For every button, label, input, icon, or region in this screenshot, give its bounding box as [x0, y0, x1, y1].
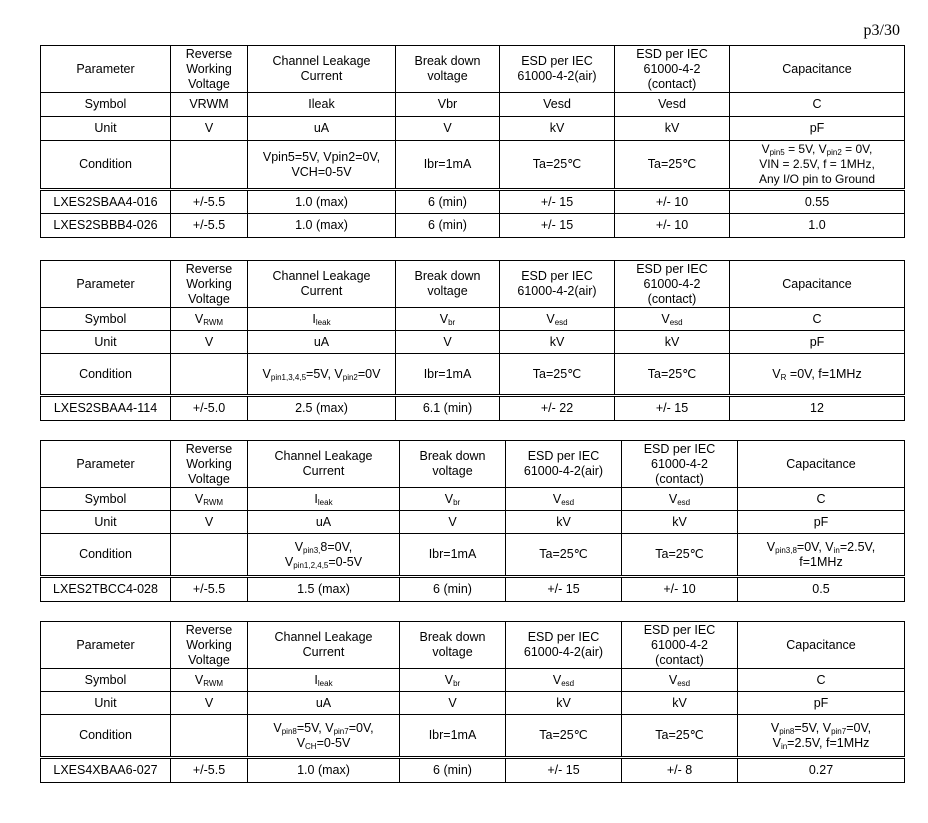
header-esd-air: ESD per IEC 61000-4-2(air)	[506, 441, 622, 488]
header-channel-leakage-current: Channel Leakage Current	[248, 441, 400, 488]
spec-table-1	[40, 45, 905, 238]
header-reverse-working-voltage: Reverse Working Voltage	[171, 46, 248, 93]
condition-ta: Ta=25℃	[622, 534, 738, 577]
value-vbr: 6 (min)	[400, 577, 506, 602]
symbol-vesd-contact: $V_{esd}$	[622, 669, 738, 692]
unit-kv: kV	[615, 331, 730, 354]
symbol-vesd-contact: $V_{esd}$	[622, 488, 738, 511]
value-leakage: 1.0 (max)	[248, 758, 400, 783]
unit-kv: kV	[500, 117, 615, 141]
symbol-vbr: $V_{br}$	[396, 308, 500, 331]
value-esd-contact: +/- 8	[622, 758, 738, 783]
condition-capacitance: $V_{pin8}=5V$, $V_{pin7}=0V$, $V_{in}=2.5V$, f=1MHz	[738, 715, 905, 758]
header-capacitance: Capacitance	[730, 261, 905, 308]
unit-pf: pF	[730, 331, 905, 354]
symbol-ileak: $I_{leak}$	[248, 308, 396, 331]
symbol-vesd-contact: $V_{esd}$	[615, 308, 730, 331]
condition-ta: Ta=25℃	[622, 715, 738, 758]
row-label-unit: Unit	[41, 511, 171, 534]
unit-pf: pF	[738, 511, 905, 534]
unit-kv: kV	[622, 692, 738, 715]
row-label-unit: Unit	[41, 331, 171, 354]
value-leakage: 2.5 (max)	[248, 396, 396, 421]
symbol-vrwm: $V_{RWM}$	[171, 669, 248, 692]
symbol-vesd-air: $V_{esd}$	[506, 669, 622, 692]
value-leakage: 1.0 (max)	[248, 190, 396, 214]
header-channel-leakage-current: Channel Leakage Current	[248, 622, 400, 669]
part-number: LXES2SBAA4-016	[41, 190, 171, 214]
symbol-ileak: Ileak	[248, 93, 396, 117]
symbol-vesd-air: $V_{esd}$	[506, 488, 622, 511]
header-channel-leakage-current: Channel Leakage Current	[248, 46, 396, 93]
unit-v: V	[171, 511, 248, 534]
header-esd-contact: ESD per IEC 61000-4-2 (contact)	[622, 441, 738, 488]
header-esd-contact: ESD per IEC 61000-4-2 (contact)	[615, 46, 730, 93]
header-reverse-working-voltage: Reverse Working Voltage	[171, 261, 248, 308]
value-esd-air: +/- 15	[506, 758, 622, 783]
condition-leakage: $V_{pin3,}8=0V$, $V_{pin1,2,4,5}=0-5V$	[248, 534, 400, 577]
value-esd-contact: +/- 15	[615, 396, 730, 421]
spec-table-3	[40, 440, 905, 602]
symbol-vesd-contact: Vesd	[615, 93, 730, 117]
header-capacitance: Capacitance	[738, 622, 905, 669]
condition-leakage: Vpin5=5V, Vpin2=0V, VCH=0-5V	[248, 141, 396, 190]
value-vbr: 6 (min)	[396, 190, 500, 214]
row-label-symbol: Symbol	[41, 308, 171, 331]
header-esd-air: ESD per IEC 61000-4-2(air)	[500, 261, 615, 308]
header-parameter: Parameter	[41, 46, 171, 93]
condition-ibr: Ibr=1mA	[396, 141, 500, 190]
value-esd-contact: +/- 10	[615, 214, 730, 238]
symbol-c: C	[730, 308, 905, 331]
part-number: LXES2SBAA4-114	[41, 396, 171, 421]
header-esd-contact: ESD per IEC 61000-4-2 (contact)	[622, 622, 738, 669]
value-esd-air: +/- 22	[500, 396, 615, 421]
condition-empty	[171, 354, 248, 396]
value-esd-air: +/- 15	[500, 190, 615, 214]
header-channel-leakage-current: Channel Leakage Current	[248, 261, 396, 308]
symbol-vbr: Vbr	[396, 93, 500, 117]
unit-pf: pF	[730, 117, 905, 141]
condition-capacitance: $V_R =0V$, f=1MHz	[730, 354, 905, 396]
symbol-ileak: $I_{leak}$	[248, 488, 400, 511]
unit-ua: uA	[248, 331, 396, 354]
row-label-condition: Condition	[41, 534, 171, 577]
header-breakdown-voltage: Break down voltage	[396, 46, 500, 93]
unit-ua: uA	[248, 117, 396, 141]
symbol-c: C	[738, 488, 905, 511]
part-number: LXES4XBAA6-027	[41, 758, 171, 783]
condition-ta: Ta=25℃	[506, 715, 622, 758]
header-breakdown-voltage: Break down voltage	[400, 622, 506, 669]
row-label-symbol: Symbol	[41, 488, 171, 511]
row-label-symbol: Symbol	[41, 669, 171, 692]
condition-ta: Ta=25℃	[506, 534, 622, 577]
unit-v: V	[171, 331, 248, 354]
row-label-symbol: Symbol	[41, 93, 171, 117]
unit-v: V	[171, 117, 248, 141]
page-number: p3/30	[863, 22, 900, 39]
value-esd-air: +/- 15	[506, 577, 622, 602]
row-label-condition: Condition	[41, 141, 171, 190]
value-vrwm: +/-5.0	[171, 396, 248, 421]
header-parameter: Parameter	[41, 261, 171, 308]
row-label-unit: Unit	[41, 692, 171, 715]
value-esd-contact: +/- 10	[622, 577, 738, 602]
condition-empty	[171, 534, 248, 577]
unit-kv: kV	[622, 511, 738, 534]
condition-ta: Ta=25℃	[615, 141, 730, 190]
value-capacitance: 0.5	[738, 577, 905, 602]
symbol-c: C	[730, 93, 905, 117]
spec-table-4	[40, 621, 905, 783]
header-capacitance: Capacitance	[738, 441, 905, 488]
value-vrwm: +/-5.5	[171, 758, 248, 783]
unit-v: V	[396, 117, 500, 141]
value-vrwm: +/-5.5	[171, 214, 248, 238]
table-row	[41, 214, 905, 238]
condition-ibr: Ibr=1mA	[400, 534, 506, 577]
value-vrwm: +/-5.5	[171, 190, 248, 214]
condition-ibr: Ibr=1mA	[396, 354, 500, 396]
condition-ta: Ta=25℃	[615, 354, 730, 396]
symbol-vesd-air: $V_{esd}$	[500, 308, 615, 331]
condition-capacitance: $V_{pin5} = 5V$, $V_{pin2} = 0V$, VIN = 2.5V, f = 1MHz, Any I/O pin to Ground	[730, 141, 905, 190]
unit-kv: kV	[506, 692, 622, 715]
row-label-unit: Unit	[41, 117, 171, 141]
part-number: LXES2SBBB4-026	[41, 214, 171, 238]
row-label-condition: Condition	[41, 354, 171, 396]
condition-leakage: $V_{pin8}=5V$, $V_{pin7}=0V$, $V_{CH}=0-5V$	[248, 715, 400, 758]
symbol-vbr: $V_{br}$	[400, 488, 506, 511]
unit-kv: kV	[615, 117, 730, 141]
unit-ua: uA	[248, 511, 400, 534]
condition-empty	[171, 141, 248, 190]
symbol-vrwm: VRWM	[171, 93, 248, 117]
value-capacitance: 0.27	[738, 758, 905, 783]
header-esd-air: ESD per IEC 61000-4-2(air)	[500, 46, 615, 93]
table-row	[41, 190, 905, 214]
table-row	[41, 396, 905, 421]
condition-ibr: Ibr=1mA	[400, 715, 506, 758]
symbol-vrwm: $V_{RWM}$	[171, 488, 248, 511]
value-leakage: 1.5 (max)	[248, 577, 400, 602]
part-number: LXES2TBCC4-028	[41, 577, 171, 602]
header-reverse-working-voltage: Reverse Working Voltage	[171, 441, 248, 488]
unit-kv: kV	[500, 331, 615, 354]
value-esd-contact: +/- 10	[615, 190, 730, 214]
condition-leakage: $V_{pin1,3,4,5}=5V$, $V_{pin2}=0V$	[248, 354, 396, 396]
header-parameter: Parameter	[41, 622, 171, 669]
value-vrwm: +/-5.5	[171, 577, 248, 602]
unit-kv: kV	[506, 511, 622, 534]
table-row	[41, 758, 905, 783]
value-esd-air: +/- 15	[500, 214, 615, 238]
symbol-c: C	[738, 669, 905, 692]
spec-table-2	[40, 260, 905, 421]
unit-pf: pF	[738, 692, 905, 715]
symbol-ileak: $I_{leak}$	[248, 669, 400, 692]
value-vbr: 6.1 (min)	[396, 396, 500, 421]
header-esd-air: ESD per IEC 61000-4-2(air)	[506, 622, 622, 669]
value-capacitance: 12	[730, 396, 905, 421]
row-label-condition: Condition	[41, 715, 171, 758]
value-vbr: 6 (min)	[396, 214, 500, 238]
condition-ta: Ta=25℃	[500, 354, 615, 396]
unit-v: V	[400, 511, 506, 534]
header-breakdown-voltage: Break down voltage	[396, 261, 500, 308]
condition-ta: Ta=25℃	[500, 141, 615, 190]
header-capacitance: Capacitance	[730, 46, 905, 93]
unit-v: V	[400, 692, 506, 715]
condition-empty	[171, 715, 248, 758]
symbol-vrwm: $V_{RWM}$	[171, 308, 248, 331]
value-capacitance: 0.55	[730, 190, 905, 214]
header-reverse-working-voltage: Reverse Working Voltage	[171, 622, 248, 669]
value-vbr: 6 (min)	[400, 758, 506, 783]
value-leakage: 1.0 (max)	[248, 214, 396, 238]
condition-capacitance: $V_{pin3,8}=0V$, $V_{in}=2.5V$, f=1MHz	[738, 534, 905, 577]
header-breakdown-voltage: Break down voltage	[400, 441, 506, 488]
unit-v: V	[171, 692, 248, 715]
unit-v: V	[396, 331, 500, 354]
value-capacitance: 1.0	[730, 214, 905, 238]
unit-ua: uA	[248, 692, 400, 715]
symbol-vbr: $V_{br}$	[400, 669, 506, 692]
symbol-vesd-air: Vesd	[500, 93, 615, 117]
table-row	[41, 577, 905, 602]
header-parameter: Parameter	[41, 441, 171, 488]
header-esd-contact: ESD per IEC 61000-4-2 (contact)	[615, 261, 730, 308]
